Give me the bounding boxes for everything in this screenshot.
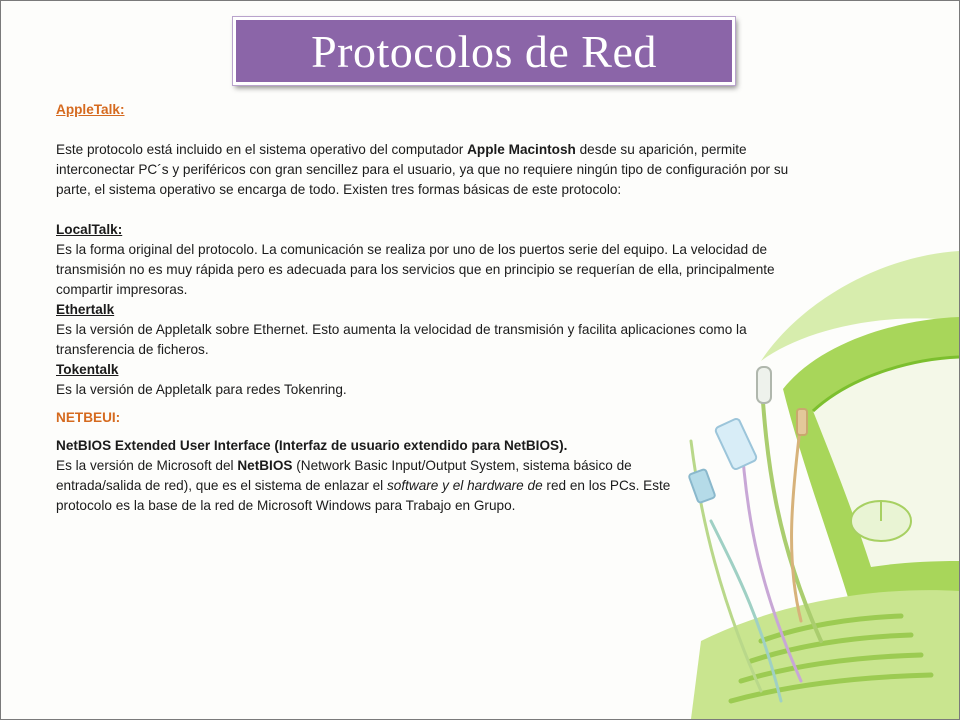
netbeui-text-1: Es la versión de Microsoft del: [56, 458, 238, 473]
title-box: [233, 17, 735, 85]
netbeui-text-bold: NetBIOS: [237, 458, 293, 473]
appletalk-heading: AppleTalk:: [56, 102, 125, 117]
netbeui-text-italic: software y el hardware de: [386, 478, 543, 493]
tokentalk-heading: Tokentalk: [56, 362, 119, 377]
appletalk-intro-bold: Apple Macintosh: [467, 142, 576, 157]
netbeui-heading: NETBEUI:: [56, 410, 121, 425]
ethertalk-text: Es la versión de Appletalk sobre Ethernet. Esto aumenta la velocidad de transmisión y facilita aplicaciones como la transferencia de ficheros.: [56, 322, 747, 357]
netbeui-text-3: red en los PCs. Este protocolo es la base de la red de Microsoft Windows para Trabajo en Grupo.: [56, 478, 671, 513]
netbeui-text: [56, 456, 706, 516]
netbeui-text-2: (Network Basic Input/Output System, sistema básico de entrada/salida de red), que es el sistema de enlazar el: [56, 458, 632, 493]
localtalk-heading: LocalTalk:: [56, 222, 123, 237]
slide-title: Protocolos de Red: [311, 25, 657, 77]
netbeui-full-name: NetBIOS Extended User Interface (Interfaz de usuario extendido para NetBIOS).: [56, 438, 568, 453]
appletalk-intro-text-2: desde su aparición, permite interconectar PC´s y periféricos con gran sencillez para el usuario, ya que no requiere ningún tipo de configuración por su parte, el sistema operativo se encarga de todo. Existen tres formas básicas de este protocolo:: [56, 142, 789, 197]
ethertalk-heading: Ethertalk: [56, 302, 115, 317]
appletalk-intro-text-1: Este protocolo está incluido en el sistema operativo del computador: [56, 142, 468, 157]
tokentalk-text: Es la versión de Appletalk para redes Tokenring.: [56, 382, 347, 397]
slide-content: [56, 100, 826, 516]
appletalk-intro: [56, 140, 826, 200]
mouse-icon: [851, 501, 911, 541]
localtalk-text: Es la forma original del protocolo. La comunicación se realiza por uno de los puertos serie del equipo. La velocidad de transmisión no es muy rápida pero es adecuada para los servicios que en principio se requerían de ella, principalmente compartir impresoras.: [56, 242, 775, 297]
